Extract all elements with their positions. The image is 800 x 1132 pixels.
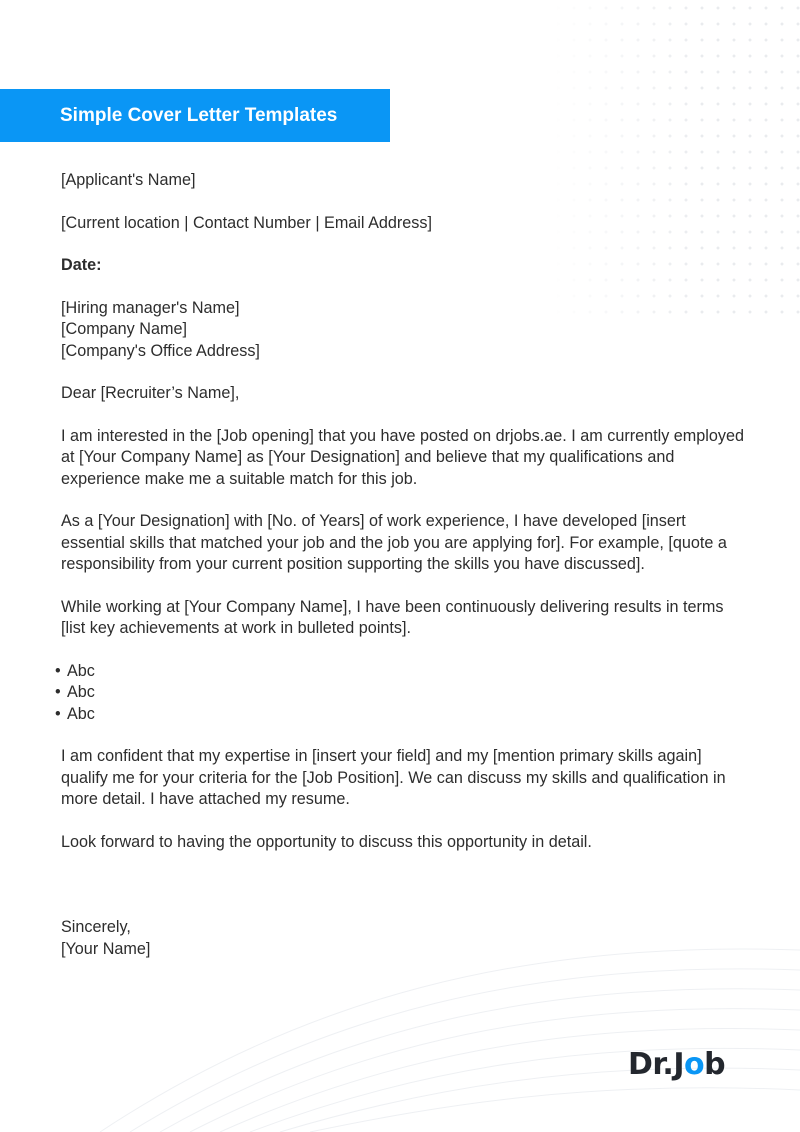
drjob-logo: Dr.Job — [628, 1047, 726, 1082]
logo-person-icon: o — [683, 1047, 705, 1082]
bullet-icon: • — [55, 683, 61, 701]
signature: [Your Name] — [61, 939, 151, 958]
salutation: Dear [Recruiter’s Name], — [61, 384, 240, 402]
page-title-banner: Simple Cover Letter Templates — [0, 89, 390, 142]
closing-paragraph-2: Look forward to having the opportunity to discuss this opportunity in detail. — [61, 832, 592, 851]
date-label: Date: — [61, 256, 102, 274]
paragraph-3: While working at [Your Company Name], I have been continuously delivering results in terms [list key achievements at work in bulleted points]. — [61, 597, 724, 637]
list-item — [55, 661, 751, 683]
list-item-text: Abc — [67, 683, 95, 701]
list-item-text: Abc — [67, 704, 95, 723]
list-item — [55, 704, 751, 726]
cover-letter-body — [55, 170, 751, 960]
signoff: Sincerely, — [61, 918, 131, 936]
contact-line: [Current location | Contact Number | Email Address] — [61, 213, 432, 232]
recipient-block — [61, 298, 751, 363]
recipient-manager: [Hiring manager's Name] — [61, 298, 240, 317]
bullet-icon: • — [55, 704, 61, 723]
applicant-name: [Applicant's Name] — [61, 171, 196, 189]
recipient-address: [Company's Office Address] — [61, 341, 260, 360]
paragraph-2: As a [Your Designation] with [No. of Years] of work experience, I have developed [insert essential skills that matched your job and the job you are applying for]. For example, [quote a responsibility from your current position supporting the skills you have discussed]. — [61, 512, 727, 573]
paragraph-1: I am interested in the [Job opening] that you have posted on drjobs.ae. I am currently employed at [Your Company Name] as [Your Designation] and believe that my qualifications and experience make me a suitable match for this job. — [61, 426, 744, 488]
list-item-text: Abc — [67, 661, 95, 680]
recipient-company: [Company Name] — [61, 320, 187, 338]
bullet-icon: • — [55, 661, 61, 680]
list-item — [55, 682, 751, 704]
closing-paragraph-1: I am confident that my expertise in [insert your field] and my [mention primary skills again] qualify me for your criteria for the [Job Position]. We can discuss my skills and qualification in more detail. I have attached my resume. — [61, 747, 726, 808]
achievements-list — [55, 661, 751, 726]
